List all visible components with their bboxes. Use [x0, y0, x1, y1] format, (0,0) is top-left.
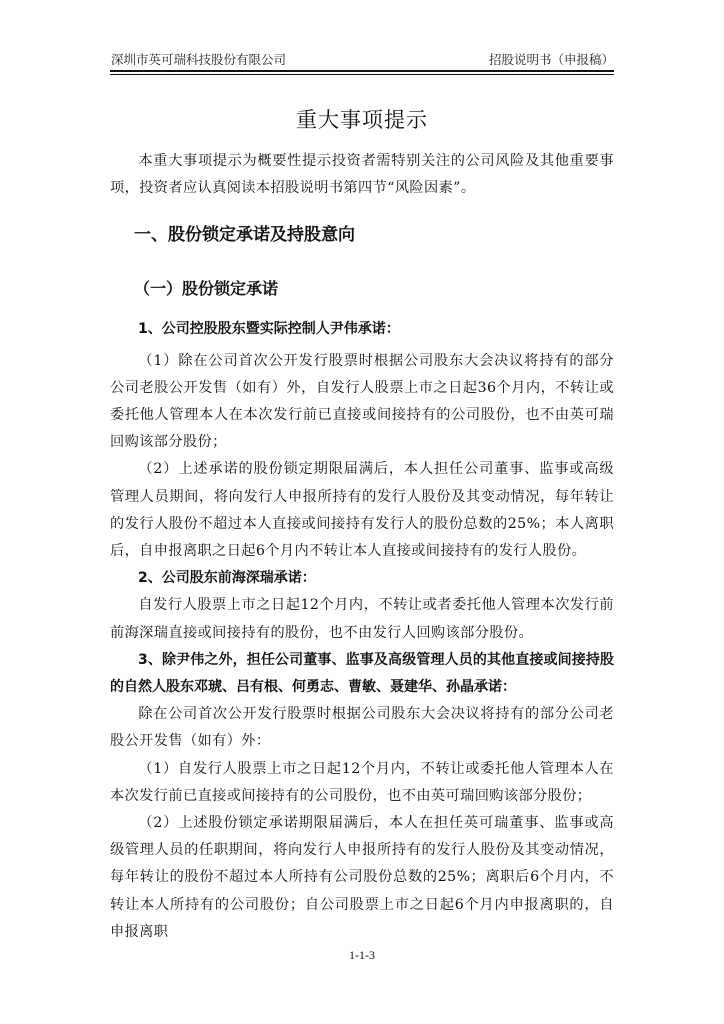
header-company: 深圳市英可瑞科技股份有限公司 [111, 52, 287, 67]
item1-paragraph-1: （1）除在公司首次公开发行股票时根据公司股东大会决议将持有的部分公司老股公开发售（如有）外，自发行人股票上市之日起36个月内，不转让或委托他人管理本人在本次发行前已直接或间接持有的公司股份，也不由英可瑞回购该部分股份； [110, 352, 614, 451]
item-heading-1: 1、公司控股股东暨实际控制人尹伟承诺： [138, 321, 400, 338]
header-rule [110, 70, 614, 72]
page-number: 1-1-3 [349, 948, 375, 962]
section-heading: 一、股份锁定承诺及持股意向 [134, 225, 355, 246]
item-heading-3: 3、除尹伟之外，担任公司董事、监事及高级管理人员的其他直接或间接持股的自然人股东邓琥、吕有根、何勇志、曹敏、聂建华、孙晶承诺： [110, 651, 614, 696]
item3-paragraph-0: 除在公司首次公开发行股票时根据公司股东大会决议将持有的部分公司老股公开发售（如有）外： [110, 706, 614, 750]
header-doc-type: 招股说明书（申报稿） [488, 52, 614, 67]
item3-paragraph-2: （2）上述股份锁定承诺期限届满后，本人在担任英可瑞董事、监事或高级管理人员的任职期间，将向发行人申报所持有的发行人股份及其变动情况，每年转让的股份不超过本人所持有公司股份总数的25%；离职后6个月内，不转让本人所持有的公司股份；自公司股票上市之日起6个月内申报离职的，自申报离职 [110, 815, 614, 940]
item3-paragraph-1: （1）自发行人股票上市之日起12个月内，不转让或委托他人管理本人在本次发行前已直接或间接持有的公司股份，也不由英可瑞回购该部分股份； [110, 760, 614, 804]
item-heading-2: 2、公司股东前海深瑞承诺： [138, 570, 316, 587]
page-title: 重大事项提示 [296, 108, 428, 132]
intro-paragraph: 本重大事项提示为概要性提示投资者需特别关注的公司风险及其他重要事项，投资者应认真阅读本招股说明书第四节“风险因素”。 [110, 153, 614, 197]
header-rule-thin [110, 74, 614, 75]
subsection-heading: （一）股份锁定承诺 [134, 279, 279, 299]
item2-paragraph-1: 自发行人股票上市之日起12个月内，不转让或者委托他人管理本次发行前前海深瑞直接或间接持有的股份，也不由发行人回购该部分股份。 [110, 597, 614, 641]
item1-paragraph-2: （2）上述承诺的股份锁定期限届满后，本人担任公司董事、监事或高级管理人员期间，将向发行人申报所持有的发行人股份及其变动情况，每年转让的发行人股份不超过本人直接或间接持有发行人的股份总数的25%；本人离职后，自申报离职之日起6个月内不转让本人直接或间接持有的发行人股份。 [110, 461, 614, 560]
document-body [110, 100, 614, 946]
